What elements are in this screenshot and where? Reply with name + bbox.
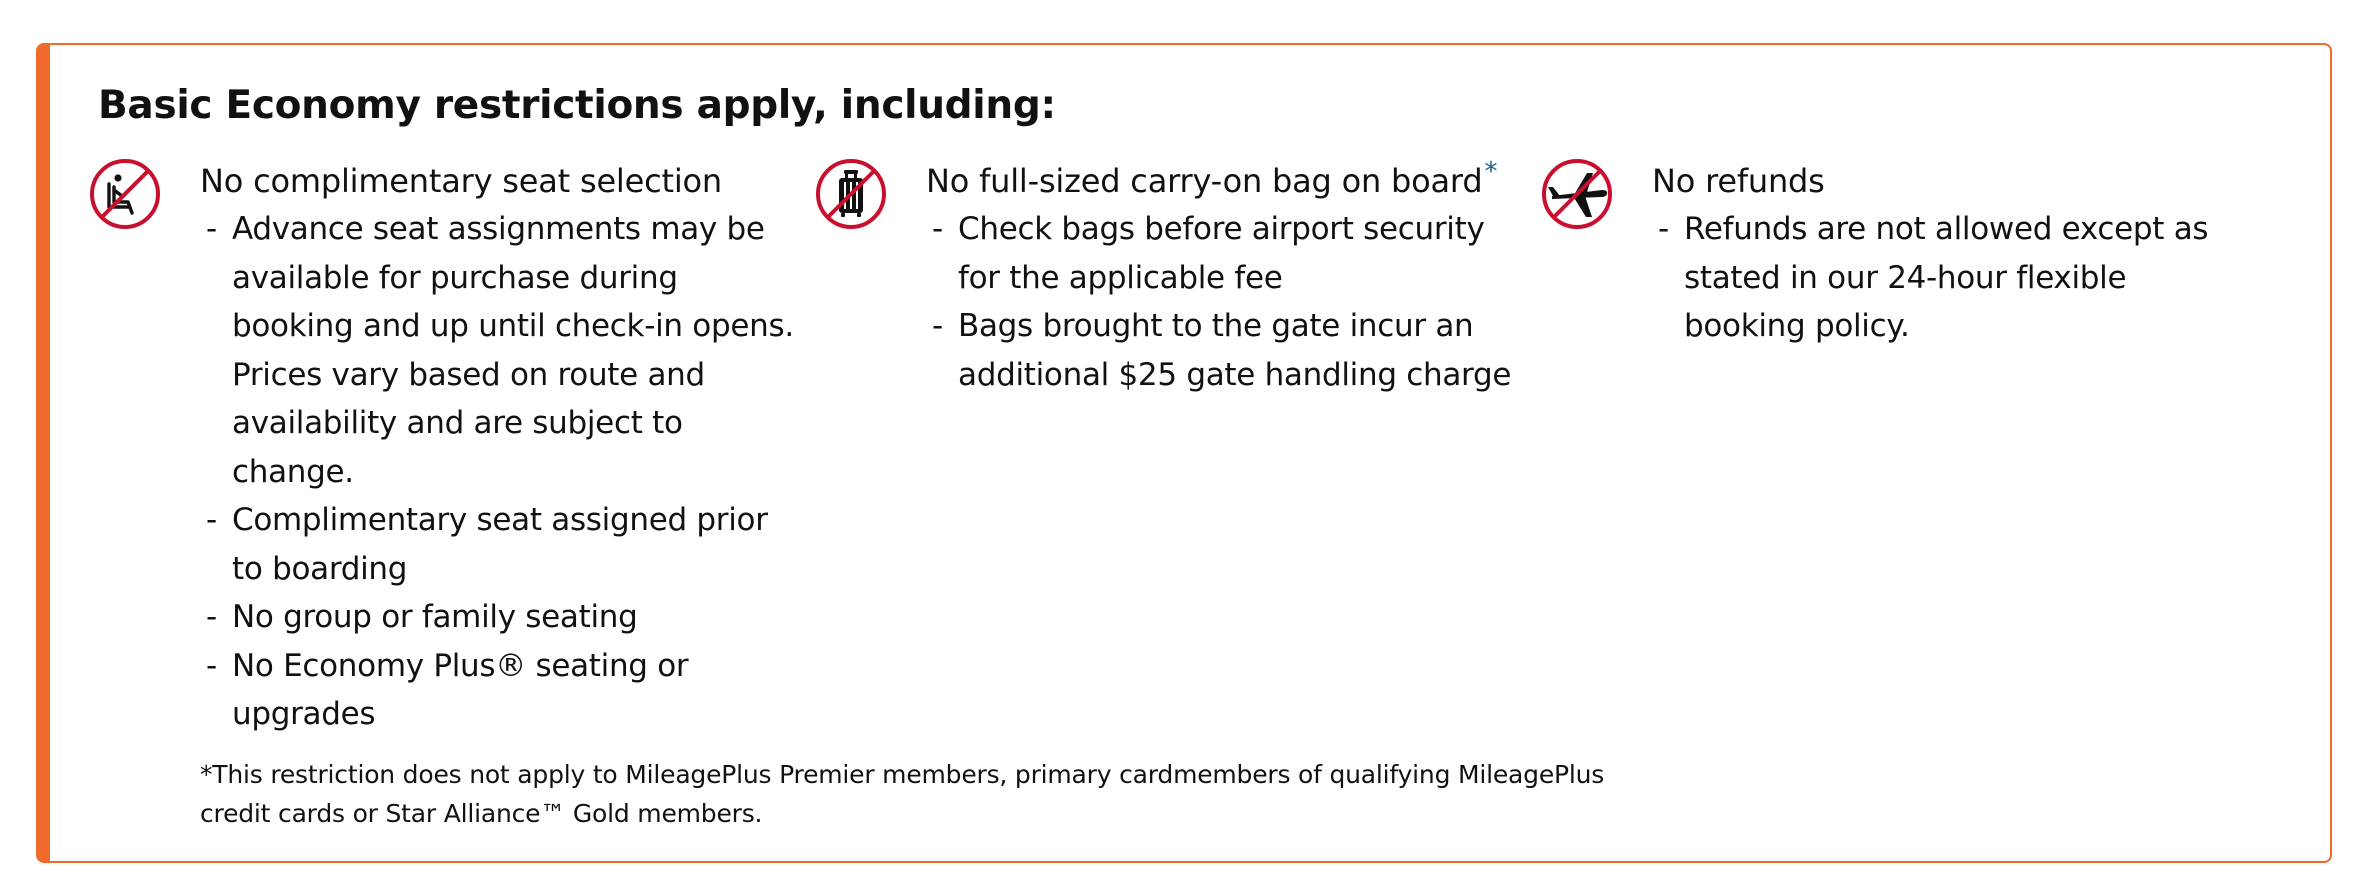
list-item: - Refunds are not allowed except as stated in our 24-hour flexible booking policy. (1658, 211, 2209, 344)
list-item: - Complimentary seat assigned prior to boarding (206, 502, 768, 587)
notice-title: Basic Economy restrictions apply, including: (98, 83, 1056, 128)
restriction-heading: No refunds (1652, 162, 1825, 200)
no-refunds-icon (1540, 157, 1614, 231)
no-seat-selection-icon (88, 157, 162, 231)
footnote: *This restriction does not apply to MileagePlus Premier members, primary cardmembers of qualifying MileagePlus credit cards or Star Alliance™ Gold members. (200, 760, 1605, 828)
basic-economy-notice (36, 43, 2332, 863)
footnote-asterisk: * (1484, 157, 1498, 188)
list-item: - No Economy Plus® seating or upgrades (206, 647, 689, 732)
list-item: - No group or family seating (206, 599, 638, 635)
restriction-heading: No complimentary seat selection (200, 162, 723, 200)
restriction-details (1652, 205, 2252, 351)
list-item: - Check bags before airport security for the applicable fee (932, 211, 1485, 296)
restriction-details (926, 205, 1526, 399)
restriction-details (200, 205, 800, 739)
restriction-heading: No full-sized carry-on bag on board* (926, 157, 1498, 200)
list-item: - Advance seat assignments may be available for purchase during booking and up until check-in opens. Prices vary based on route and availability and are subject to change. (206, 211, 794, 490)
no-carry-on-bag-icon (814, 157, 888, 231)
list-item: - Bags brought to the gate incur an additional $25 gate handling charge (932, 308, 1512, 393)
